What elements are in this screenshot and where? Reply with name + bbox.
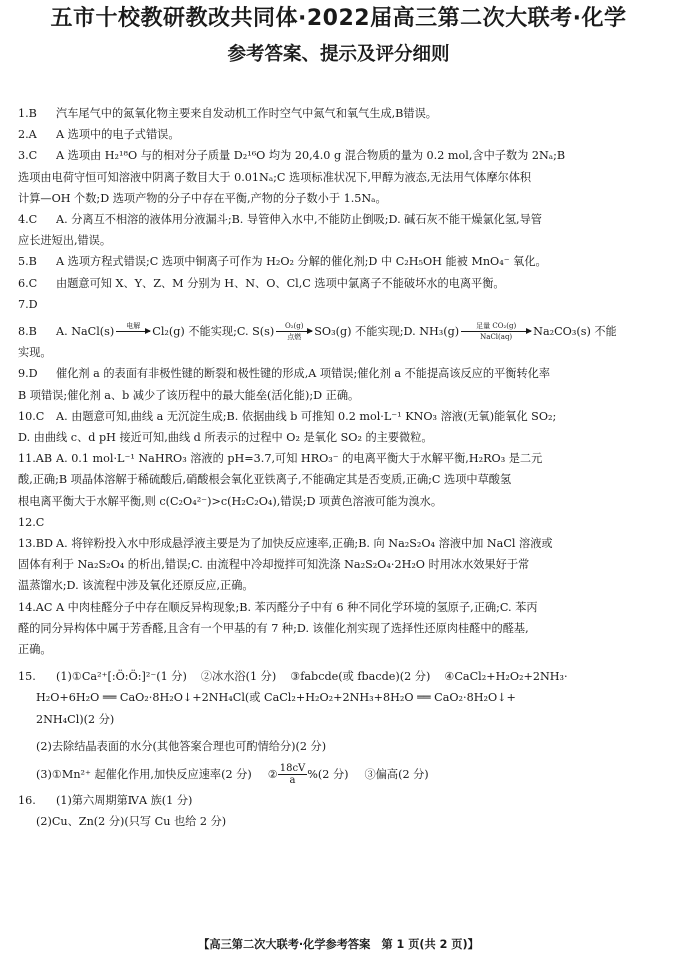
- reaction-arrow-combustion: O₂(g) 点燃: [276, 322, 312, 341]
- answer-item-12: 12.C: [18, 515, 45, 529]
- fraction-18cv-over-a: $\frac{18cV}{a}$: [279, 763, 306, 787]
- answer-item-2: 2.A A 选项中的电子式错误。: [18, 128, 180, 142]
- answer-item-6: 6.C 由题意可知 X、Y、Z、M 分别为 H、N、O、Cl,C 选项中氯离子不能破坏水的电离平衡。: [18, 276, 505, 290]
- answer-list: [18, 103, 661, 833]
- answer-item-8: 8.B A. NaCl(s) 电解 Cl₂(g) 不能实现;C. S(s) O₂(g) 点燃 SO₃(g) 不能实现;D. NH₃(g) 足量 CO₂(g) NaCl(aq) Na₂CO₃(s) 不能 实现。: [18, 322, 617, 360]
- document-subtitle: 参考答案、提示及评分细则: [227, 44, 450, 65]
- answer-item-11: 11.AB A. 0.1 mol·L⁻¹ NaHRO₃ 溶液的 pH=3.7,可知 HRO₃⁻ 的电离平衡大于水解平衡,H₂RO₃ 是二元 酸,正确;B 项晶体溶解于稀硫酸后,硝酸根会氧化亚铁离子,不能确定其是否变质,正确;C 选项中草酸氢 根电离平衡大于水解平衡,则 c(C₂O₄²⁻)>c(H₂C₂O₄),错误;D 项黄色溶液可能为溴水。: [18, 452, 543, 508]
- answer-item-9: 9.D 催化剂 a 的表面有非极性键的断裂和极性键的形成,A 项错误;催化剂 a 不能提高该反应的平衡转化率 B 项错误;催化剂 a、b 减少了该历程中的最大能垒(活化能);D 正确。: [18, 367, 551, 402]
- answer-item-10: 10.C A. 由题意可知,曲线 a 无沉淀生成;B. 依据曲线 b 可推知 0.2 mol·L⁻¹ KNO₃ 溶液(无氧)能氧化 SO₂; D. 由曲线 c、d pH 接近可知,曲线 d 所表示的过程中 O₂ 是氧化 SO₂ 的主要微粒。: [18, 409, 557, 445]
- answer-item-4: 4.C A. 分离互不相溶的液体用分液漏斗;B. 导管伸入水中,不能防止倒吸;D. 碱石灰不能干燥氯化氢,导管 应长进短出,错误。: [18, 213, 542, 248]
- answer-item-7: 7.D: [18, 297, 38, 311]
- reaction-arrow-carbonation: 足量 CO₂(g) NaCl(aq): [461, 322, 531, 341]
- answer-item-5: 5.B A 选项方程式错误;C 选项中铜离子可作为 H₂O₂ 分解的催化剂;D 中 C₂H₅OH 能被 MnO₄⁻ 氧化。: [18, 255, 547, 269]
- answer-item-1: 1.B 汽车尾气中的氮氧化物主要来自发动机工作时空气中氮气和氧气生成,B错误。: [18, 107, 437, 120]
- answer-item-13: 13.BD A. 将锌粉投入水中形成悬浮液主要是为了加快反应速率,正确;B. 向 Na₂S₂O₄ 溶液中加 NaCl 溶液或 固体有利于 Na₂S₂O₄ 的析出,错误;C. 由流程中冷却搅拌可知洗涤 Na₂S₂O₄·2H₂O 时用冰水效果好于常 温蒸馏水;D. 该流程中涉及氧化还原反应,正确。: [18, 537, 553, 593]
- answer-item-14: 14.AC A 中肉桂醛分子中存在顺反异构现象;B. 苯丙醛分子中有 6 种不同化学环境的氢原子,正确;C. 苯丙 醛的同分异构体中属于芳香醛,且含有一个甲基的有 7 种;D. 该催化剂实现了选择性还原肉桂醛中的醛基, 正确。: [18, 600, 538, 657]
- reaction-arrow-electrolysis: 电解: [116, 322, 150, 341]
- answer-item-16: 16. (1)第六周期第ⅣA 族(1 分) (2)Cu、Zn(2 分)(只写 Cu 也给 2 分): [18, 794, 227, 829]
- answer-item-15: 15. (1)①Ca²⁺[:Ö:Ö:]²⁻(1 分) ②冰水浴(1 分) ③fabcde(或 fbacde)(2 分) ④CaCl₂+H₂O₂+2NH₃· H₂O+6H₂O ══ CaO₂·8H₂O↓+2NH₄Cl(或 CaCl₂+H₂O₂+2NH₃+8H₂O ══ CaO₂·8H₂O↓+ 2NH₄Cl)(2 分) (2)去除结晶表面的水分(其他答案合理也可酌情给分)(2 分) (3)①Mn²⁺ 起催化作用,加快反应速率(2 分) ② $\frac{18cV}{a}$ %(2 分) ③偏高(2 分): [18, 670, 568, 787]
- answer-item-3: 3.C A 选项由 H₂¹⁸O 与的相对分子质量 D₂¹⁶O 均为 20,4.0 g 混合物质的量为 0.2 mol,含中子数为 2Nₐ;B 选项由电荷守恒可知溶液中阴离子数目大于 0.01Nₐ;C 选项标准状况下,甲醇为液态,无法用气体摩尔体积 计算—OH 个数;D 选项产物的分子中存在平衡,产物的分子数小于 1.5Nₐ。: [18, 149, 566, 205]
- document-title: 五市十校教研教改共同体·2022届高三第二次大联考·化学: [50, 6, 627, 31]
- page-footer: 【高三第二次大联考·化学参考答案 第 1 页(共 2 页)】: [198, 938, 479, 951]
